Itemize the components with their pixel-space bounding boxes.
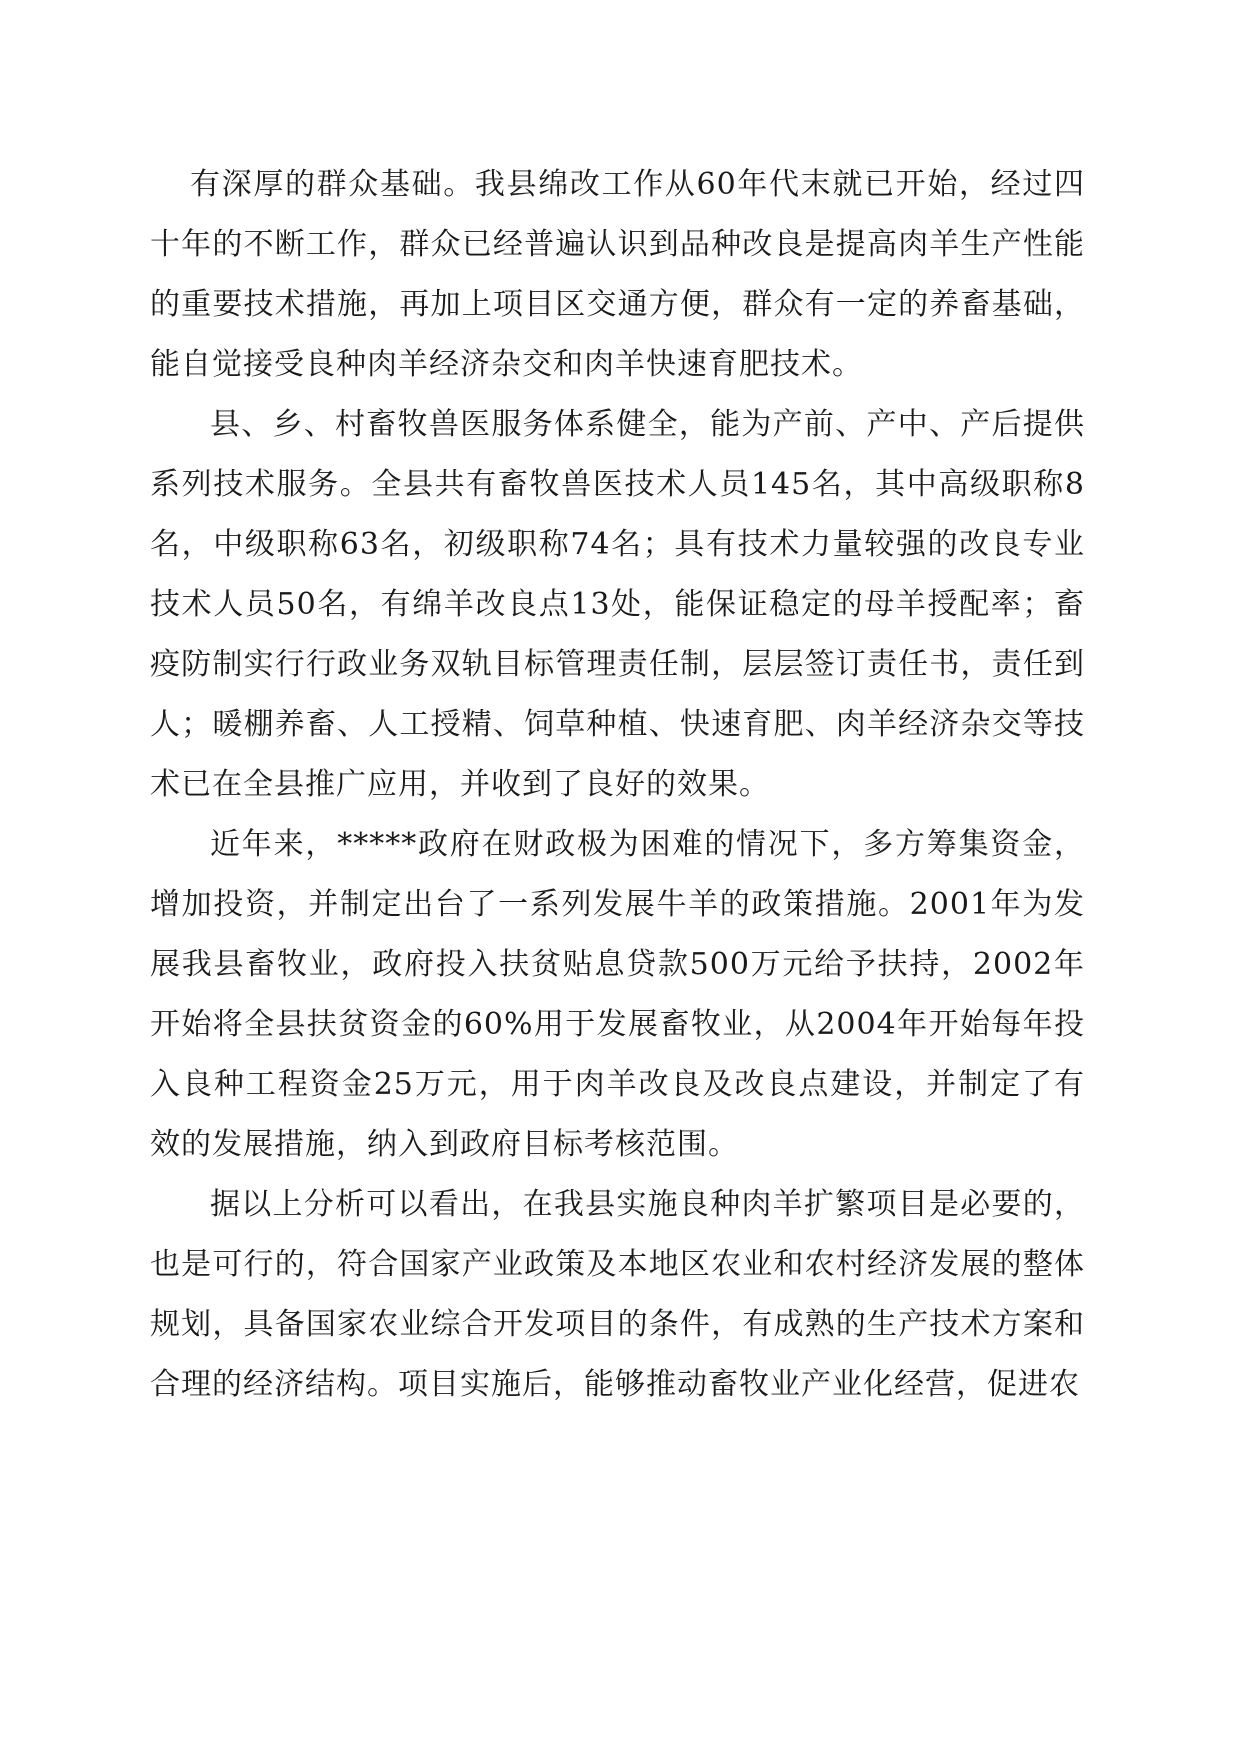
paragraph-3: 近年来，*****政府在财政极为困难的情况下，多方筹集资金，增加投资，并制定出台了一系列发展牛羊的政策措施。2001年为发展我县畜牧业，政府投入扶贫贴息贷款500万元给予扶持，2002年开始将全县扶贫资金的60%用于发展畜牧业，从2004年开始每年投入良种工程资金25万元，用于肉羊改良及改良点建设，并制定了有效的发展措施，纳入到政府目标考核范围。	[150, 827, 1085, 1162]
paragraph-1: 有深厚的群众基础。我县绵改工作从60年代末就已开始，经过四十年的不断工作，群众已经普遍认识到品种改良是提高肉羊生产性能的重要技术措施，再加上项目区交通方便，群众有一定的养畜基础，能自觉接受良种肉羊经济杂交和肉羊快速育肥技术。	[150, 167, 1085, 382]
document-body	[150, 155, 1085, 1415]
paragraph-4: 据以上分析可以看出，在我县实施良种肉羊扩繁项目是必要的，也是可行的，符合国家产业政策及本地区农业和农村经济发展的整体规划，具备国家农业综合开发项目的条件，有成熟的生产技术方案和合理的经济结构。项目实施后，能够推动畜牧业产业化经营，促进农	[150, 1187, 1085, 1402]
paragraph-2: 县、乡、村畜牧兽医服务体系健全，能为产前、产中、产后提供系列技术服务。全县共有畜牧兽医技术人员145名，其中高级职称8名，中级职称63名，初级职称74名；具有技术力量较强的改良专业技术人员50名，有绵羊改良点13处，能保证稳定的母羊授配率；畜疫防制实行行政业务双轨目标管理责任制，层层签订责任书，责任到人；暖棚养畜、人工授精、饲草种植、快速育肥、肉羊经济杂交等技术已在全县推广应用，并收到了良好的效果。	[150, 407, 1085, 802]
